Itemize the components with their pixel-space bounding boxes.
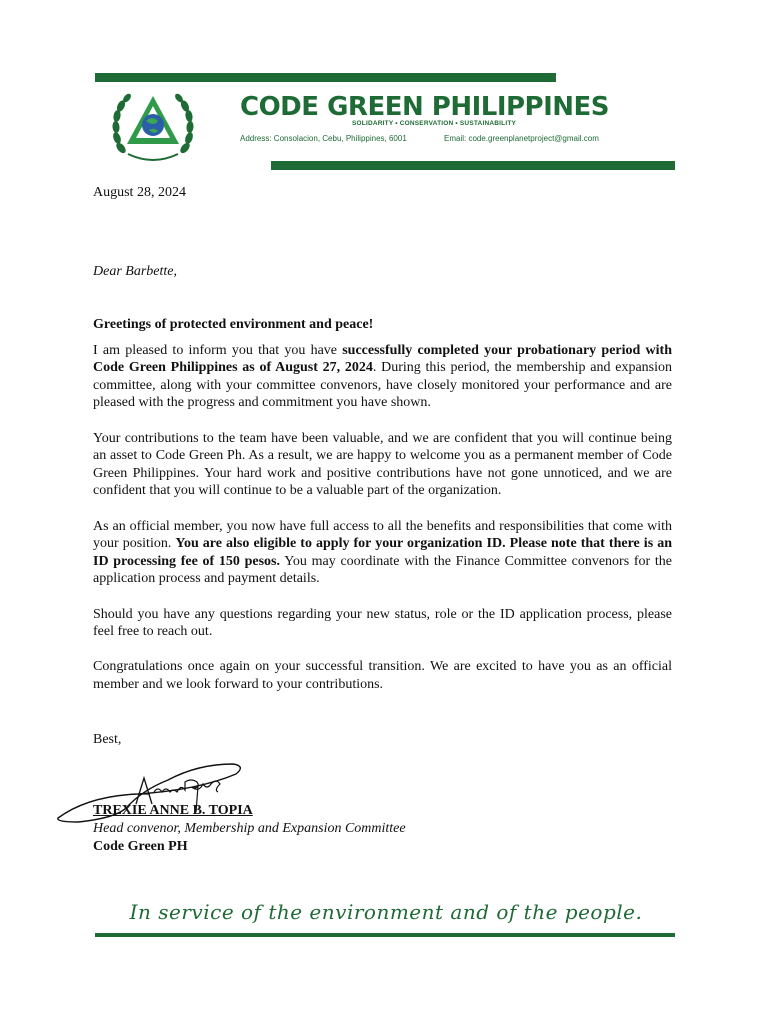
paragraph-5: Congratulations once again on your successful transition. We are excited to have you as an official member and we look forward to your contributions. bbox=[93, 659, 672, 692]
footer-motto: In service of the environment and of the people. bbox=[129, 900, 643, 924]
paragraph-1: I am pleased to inform you that you have successfully completed your probationary period with Code Green Philippines as of August 27, 2024. During this period, the membership and expansion committee, along with your committee convenors, have closely monitored your performance and are pleased with the progress and commitment you have shown. bbox=[93, 342, 672, 411]
signer-org: Code Green PH bbox=[93, 839, 188, 854]
greeting: Greetings of protected environment and peace! bbox=[93, 317, 374, 332]
footer-bar bbox=[95, 933, 675, 937]
signer-name: TREXIE ANNE B. TOPIA bbox=[93, 803, 253, 818]
org-address: Address: Consolacion, Cebu, Philippines, 6001 bbox=[240, 134, 407, 143]
header-top-bar bbox=[95, 73, 556, 82]
org-email: Email: code.greenplanetproject@gmail.com bbox=[444, 134, 599, 143]
paragraph-3: As an official member, you now have full access to all the benefits and responsibilities that come with your position. You are also eligible to apply for your organization ID. Please note that there is an ID processing fee of 150 pesos. You may coordinate with the Finance Committee convenors for the application process and payment details. bbox=[93, 518, 672, 587]
recycle-logo-icon bbox=[108, 88, 198, 164]
paragraph-4: Should you have any questions regarding your new status, role or the ID application process, please feel free to reach out. bbox=[93, 606, 672, 640]
letter-body bbox=[93, 316, 672, 711]
salutation: Dear Barbette, bbox=[93, 264, 177, 279]
closing: Best, bbox=[93, 732, 122, 747]
letter-date: August 28, 2024 bbox=[93, 185, 186, 200]
header-bottom-bar bbox=[271, 161, 675, 170]
org-tagline: SOLIDARITY • CONSERVATION • SUSTAINABILITY bbox=[352, 120, 517, 127]
signer-title: Head convenor, Membership and Expansion Committee bbox=[93, 821, 406, 836]
paragraph-2: Your contributions to the team have been valuable, and we are confident that you will continue being an asset to Code Green Ph. As a result, we are happy to welcome you as a permanent member of Code Green Philippines. Your hard work and positive contributions have not gone unnoticed, and we are confident that you will continue to be a valuable part of the organization. bbox=[93, 430, 672, 499]
org-name: CODE GREEN PHILIPPINES bbox=[240, 92, 610, 122]
